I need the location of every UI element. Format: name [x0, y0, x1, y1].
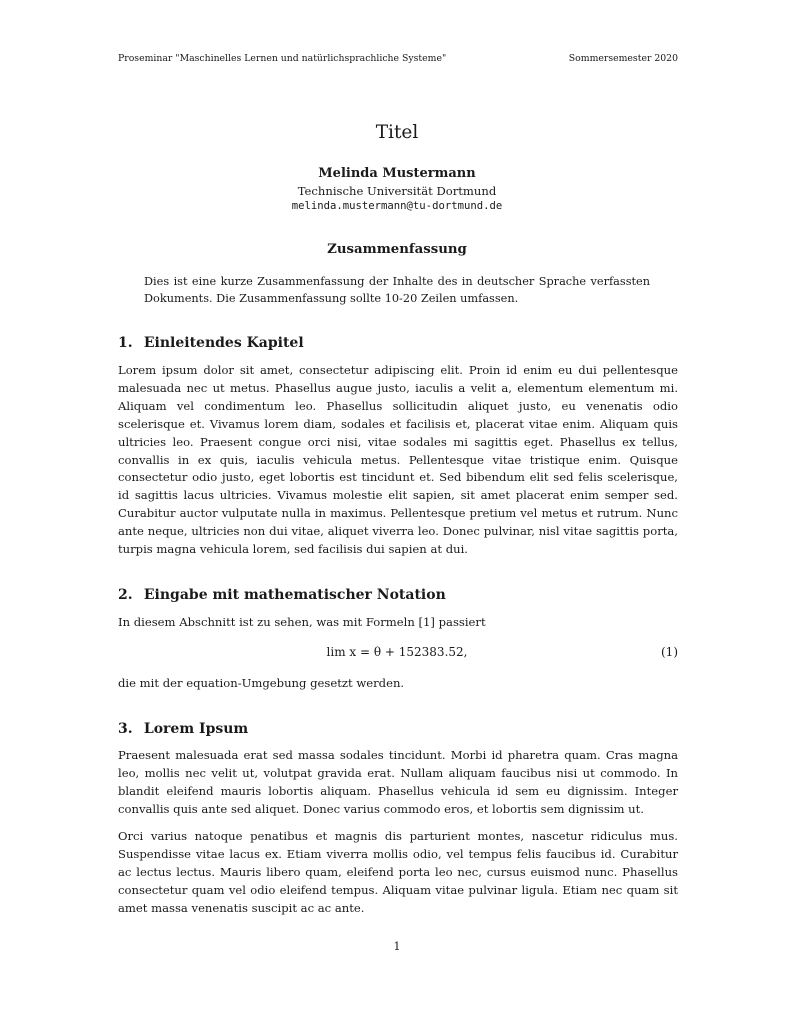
equation: lim x = θ + 152383.52, [326, 645, 468, 659]
section-heading-1 [118, 335, 304, 351]
section-2-outro: die mit der equation-Umgebung gesetzt werden. [118, 676, 405, 690]
equation-number: (1) [661, 645, 678, 659]
header-semester: Sommersemester 2020 [568, 53, 678, 64]
section-number: 3. [118, 721, 133, 737]
author-email: melinda.mustermann@tu-dortmund.de [291, 200, 503, 212]
section-3-paragraph-2: Orci varius natoque penatibus et magnis dis parturient montes, nascetur ridiculus mus. Suspendisse vitae lacus ex. Etiam viverra mollis odio, vel tempus felis faucibus id. Curabitur ac lectus lectus. Mauris libero quam, eleifend porta leo nec, cursus euismod nunc. Phasellus consectetur quam vel odio eleifend tempus. Aliquam vitae pulvinar ligula. Etiam nec quam sit amet massa venenatis suscipit ac ac ante. [118, 829, 678, 915]
header-course-title: Proseminar "Maschinelles Lernen und natürlichsprachliche Systeme" [118, 53, 447, 64]
section-heading-3 [118, 721, 248, 737]
author-name: Melinda Mustermann [318, 166, 476, 181]
page-number: 1 [393, 940, 401, 953]
paper-title: Titel [375, 122, 419, 143]
section-2-intro: In diesem Abschnitt ist zu sehen, was mit Formeln [1] passiert [118, 615, 486, 629]
abstract-text: Dies ist eine kurze Zusammenfassung der Inhalte des in deutscher Sprache verfassten Dokuments. Die Zusammenfassung sollte 10-20 Zeilen umfassen. [144, 275, 650, 305]
abstract-heading: Zusammenfassung [327, 242, 467, 257]
section-1-paragraph: Lorem ipsum dolor sit amet, consectetur adipiscing elit. Proin id enim eu dui pellentesque malesuada nec ut metus. Phasellus augue justo, iaculis a velit a, elementum elementum mi. Aliquam vel condimentum leo. Phasellus sollicitudin aliquet justo, eu venenatis odio scelerisque et. Vivamus lorem diam, sodales et facilisis et, placerat vitae enim. Aliquam quis ultricies leo. Praesent congue orci nisi, vitae sodales mi sagittis eget. Phasellus ex tellus, convallis in ex quis, iaculis vehicula metus. Pellentesque vitae tristique enim. Quisque consectetur odio justo, eget lobortis est tincidunt et. Sed bibendum elit sed felis scelerisque, id sagittis lacus ultricies. Vivamus molestie elit sapien, sit amet placerat enim semper sed. Curabitur auctor vulputate nulla in maximus. Pellentesque pretium vel metus et rutrum. Nunc ante neque, ultricies non dui vitae, aliquet viverra leo. Donec pulvinar, nisl vitae sagittis porta, turpis magna vehicula lorem, sed facilisis dui sapien at dui. [118, 363, 678, 557]
section-number: 2. [118, 587, 133, 603]
section-number: 1. [118, 335, 133, 351]
section-title: Eingabe mit mathematischer Notation [143, 587, 446, 603]
section-heading-2 [118, 587, 446, 603]
section-3-paragraph-1: Praesent malesuada erat sed massa sodales tincidunt. Morbi id pharetra quam. Cras magna leo, mollis nec velit ut, volutpat gravida erat. Nullam aliquam faucibus nisi ut commodo. In blandit eleifend mauris lobortis aliquam. Phasellus vehicula id sem eu dignissim. Integer convallis quis ante sed aliquet. Donec varius commodo eros, et lobortis sem dignissim ut. [118, 748, 678, 816]
author-affiliation: Technische Universität Dortmund [297, 184, 497, 198]
section-title: Lorem Ipsum [143, 721, 249, 737]
section-title: Einleitendes Kapitel [143, 335, 304, 351]
